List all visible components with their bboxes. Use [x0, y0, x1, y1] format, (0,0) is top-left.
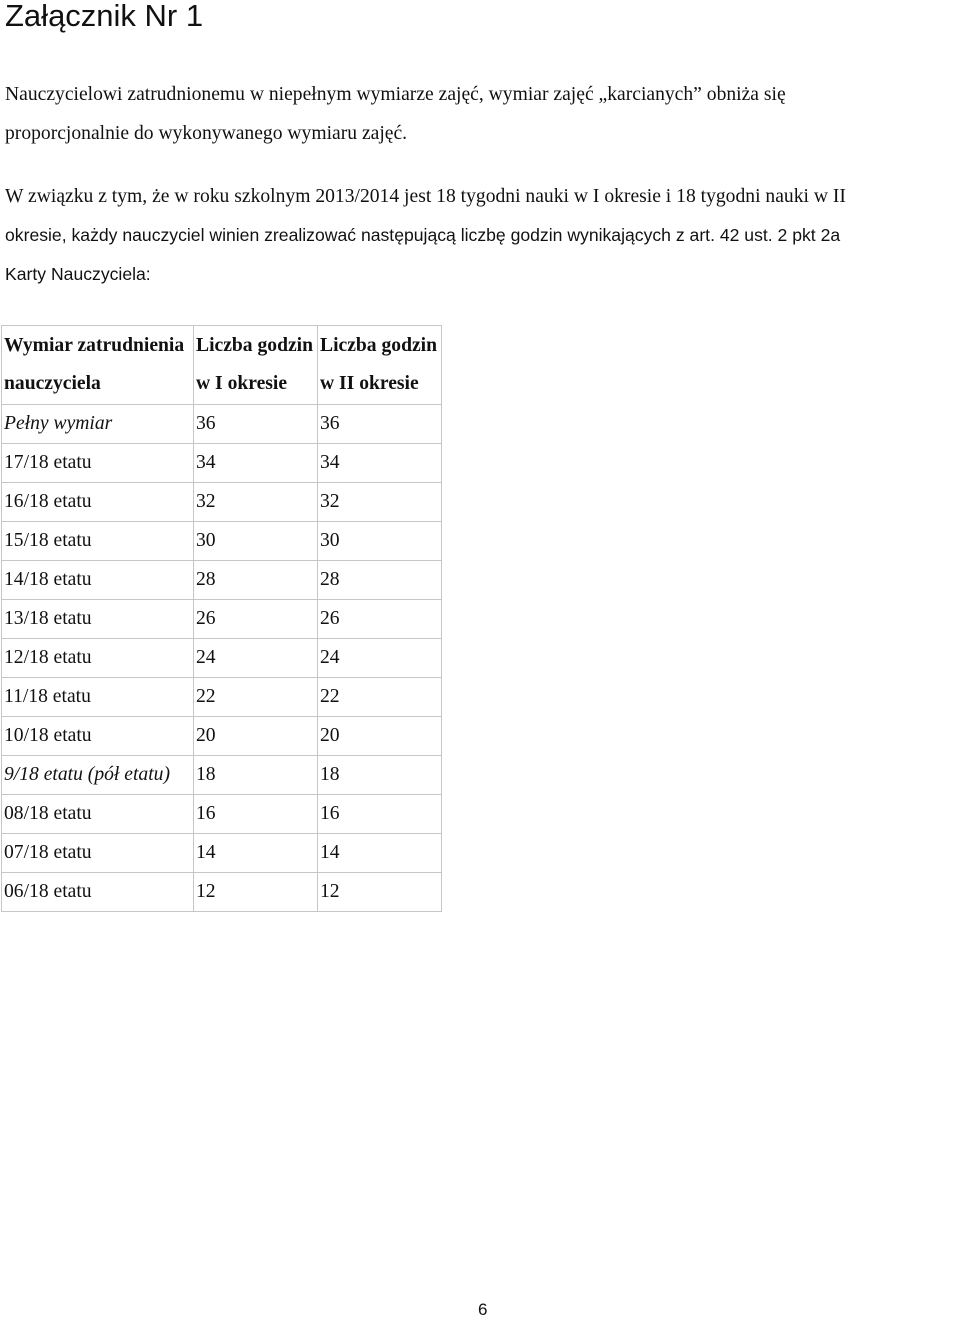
table-cell: 32: [194, 483, 318, 522]
table-cell: 14: [318, 834, 442, 873]
header-line: w I okresie: [196, 373, 288, 394]
table-cell: 18: [318, 756, 442, 795]
table-cell: 16/18 etatu: [2, 483, 194, 522]
table-cell: 12: [318, 873, 442, 912]
table-cell: 24: [194, 639, 318, 678]
table-cell: 16: [318, 795, 442, 834]
table-row: [2, 444, 442, 483]
header-line: Wymiar zatrudnienia: [4, 335, 185, 356]
table-cell: 24: [318, 639, 442, 678]
table-cell: 18: [194, 756, 318, 795]
table-row: [2, 717, 442, 756]
table-cell: 14: [194, 834, 318, 873]
header-employment: [2, 326, 194, 405]
table-cell: 17/18 etatu: [2, 444, 194, 483]
table-cell: 30: [194, 522, 318, 561]
table-cell: 30: [318, 522, 442, 561]
table-cell: 16: [194, 795, 318, 834]
table-row: [2, 405, 442, 444]
table-cell: 13/18 etatu: [2, 600, 194, 639]
table-row: [2, 522, 442, 561]
table-cell: 36: [194, 405, 318, 444]
table-cell: 10/18 etatu: [2, 717, 194, 756]
paragraph-reduced-hours: [5, 75, 786, 153]
table-cell: 26: [194, 600, 318, 639]
table-cell: 14/18 etatu: [2, 561, 194, 600]
table-row: [2, 678, 442, 717]
table-row: [2, 639, 442, 678]
paragraph-school-year: [5, 177, 846, 294]
table-row: [2, 561, 442, 600]
header-line: w II okresie: [320, 373, 419, 394]
table-cell: 9/18 etatu (pół etatu): [2, 756, 194, 795]
table-cell: 34: [318, 444, 442, 483]
table-row: [2, 483, 442, 522]
table-cell: 12: [194, 873, 318, 912]
paragraph-line: Nauczycielowi zatrudnionemu w niepełnym wymiarze zajęć, wymiar zajęć „karcianych” obniża się: [5, 84, 786, 105]
table-cell: 12/18 etatu: [2, 639, 194, 678]
table-header-row: [2, 326, 442, 405]
header-line: Liczba godzin: [196, 335, 314, 356]
table-cell: 32: [318, 483, 442, 522]
page-title: Załącznik Nr 1: [5, 0, 204, 33]
table-cell: 08/18 etatu: [2, 795, 194, 834]
table-cell: 26: [318, 600, 442, 639]
table-cell: 20: [318, 717, 442, 756]
table-cell: 20: [194, 717, 318, 756]
table-row: [2, 873, 442, 912]
paragraph-line: okresie, każdy nauczyciel winien zrealizować następującą liczbę godzin wynikających z art. 42 ust. 2 pkt 2a: [5, 225, 841, 245]
table-cell: 15/18 etatu: [2, 522, 194, 561]
paragraph-line: W związku z tym, że w roku szkolnym 2013/2014 jest 18 tygodni nauki w I okresie i 18 tygodni nauki w II: [5, 186, 846, 207]
table-cell: 06/18 etatu: [2, 873, 194, 912]
table-cell: 36: [318, 405, 442, 444]
table-row: [2, 834, 442, 873]
header-line: nauczyciela: [4, 373, 101, 394]
table-cell: 11/18 etatu: [2, 678, 194, 717]
table-cell: 22: [194, 678, 318, 717]
table-cell: 22: [318, 678, 442, 717]
table-cell: Pełny wymiar: [2, 405, 194, 444]
page-number: 6: [478, 1300, 488, 1319]
table-row: [2, 756, 442, 795]
table-cell: 07/18 etatu: [2, 834, 194, 873]
paragraph-line: proporcjonalnie do wykonywanego wymiaru zajęć.: [5, 123, 408, 144]
table-row: [2, 795, 442, 834]
header-hours-term-2: [318, 326, 442, 405]
header-line: Liczba godzin: [320, 335, 438, 356]
paragraph-line: Karty Nauczyciela:: [5, 264, 151, 284]
header-hours-term-1: [194, 326, 318, 405]
table-cell: 34: [194, 444, 318, 483]
table-row: [2, 600, 442, 639]
hours-table: [1, 325, 442, 912]
table-cell: 28: [194, 561, 318, 600]
table-cell: 28: [318, 561, 442, 600]
